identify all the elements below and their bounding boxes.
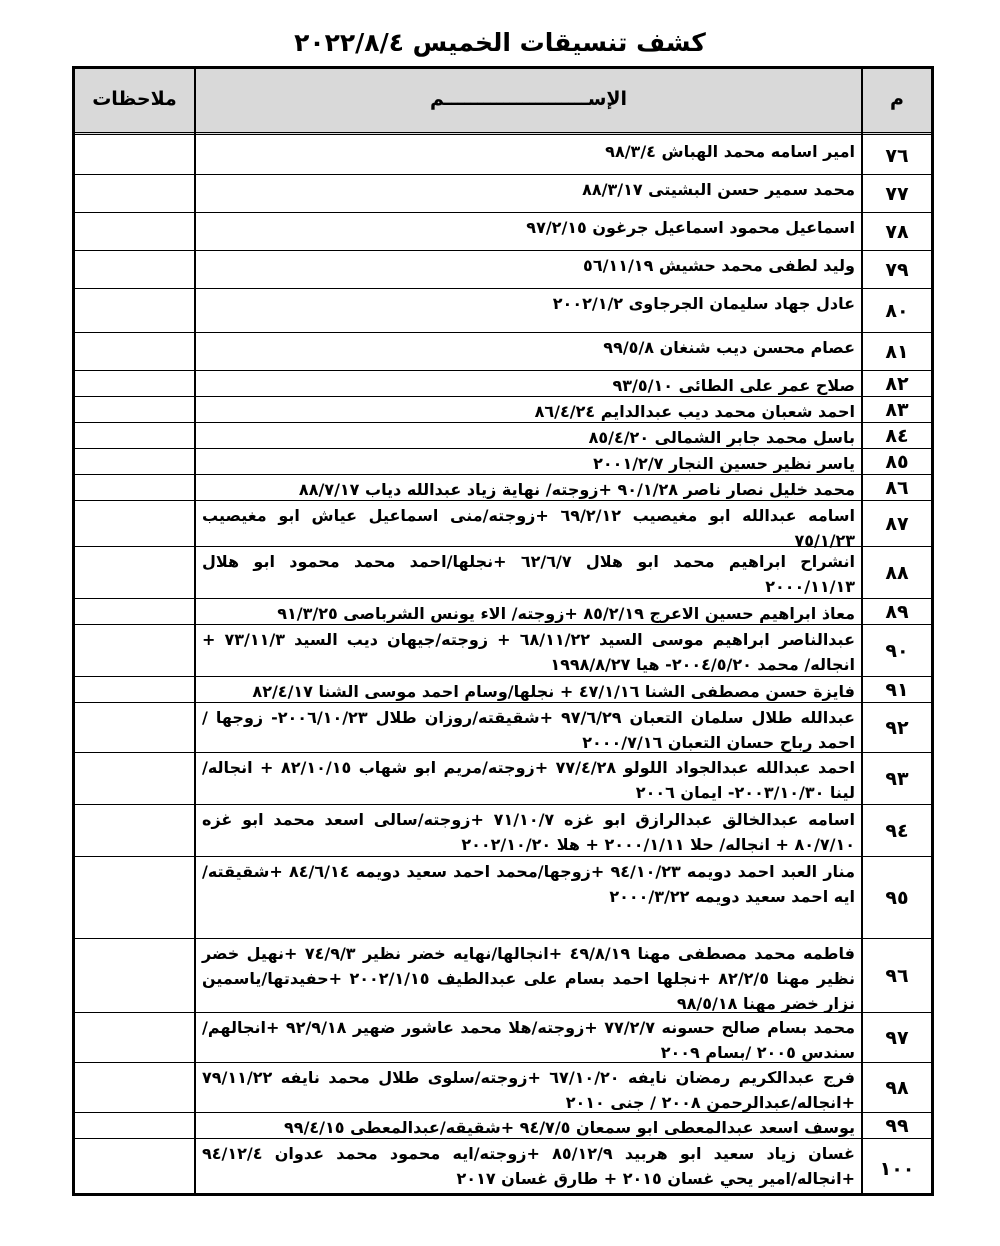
row-name: وليد لطفى محمد حشيش ٥٦/١١/١٩: [583, 256, 855, 275]
header-number: م: [890, 88, 904, 110]
row-name: معاذ ابراهيم حسين الاعرج ٨٥/٢/١٩ +زوجته/ الاء يونس الشرباصى ٩١/٣/٢٥: [277, 604, 855, 623]
row-name: فرج عبدالكريم رمضان نايفه ٦٧/١٠/٢٠ +زوجته/سلوى طلال محمد نايفه ٧٩/١١/٢٢ +انجاله/عبدالرحمن ٢٠٠٨ / جنى ٢٠١٠: [202, 1068, 856, 1112]
table-row: [75, 1013, 931, 1063]
row-notes: [75, 625, 194, 676]
row-notes: [75, 1063, 194, 1112]
row-notes: [75, 857, 194, 938]
row-notes: [75, 703, 194, 752]
row-notes: [75, 333, 194, 370]
table-row: [75, 449, 931, 475]
row-name: اسماعيل محمود اسماعيل جرغون ٩٧/٢/١٥: [526, 218, 855, 237]
row-notes: [75, 939, 194, 1012]
row-number: ٩٤: [885, 819, 909, 842]
row-name: منار العبد احمد دويمه ٩٤/١٠/٢٣ +زوجها/محمد احمد سعيد دويمه ٨٤/٦/١٤ +شقيقته/ايه احمد سعيد دويمه ٢٠٠٠/٣/٢٢: [202, 862, 855, 906]
row-number: ٩٩: [885, 1114, 909, 1137]
table-header: [75, 69, 931, 135]
row-name: عادل جهاد سليمان الجرجاوى ٢٠٠٢/١/٢: [552, 294, 855, 313]
row-number: ٧٦: [885, 144, 909, 167]
row-name: اسامه عبدالخالق عبدالرازق ابو غزه ٧١/١٠/٧ +زوجته/سالى اسعد محمد ابو غزه ٨٠/٧/١٠ + انجاله/ حلا ٢٠٠٠/١/١١ + هلا ٢٠٠٢/١٠/٢٠: [202, 810, 855, 854]
row-number: ٨٧: [885, 512, 909, 535]
row-number: ٧٨: [885, 220, 909, 243]
table-row: [75, 1113, 931, 1139]
row-name: فاطمه محمد مصطفى مهنا ٤٩/٨/١٩ +انجالها/نهايه خضر نظير ٧٤/٩/٣ +نهيل خضر نظير مهنا ٨٢/٢/٥ +نجلها احمد بسام على عبدالطيف ٢٠٠٢/١/١٥ +حفيدتها/ياسمين نزار خضر مهنا ٩٨/٥/١٨: [202, 944, 856, 1013]
row-number: ٧٧: [885, 182, 909, 205]
row-name: عبدالله طلال سلمان التعبان ٩٧/٦/٢٩ +شقيقته/روزان طلال ٢٠٠٦/١٠/٢٣- زوجها / احمد رباح حسان التعبان ٢٠٠٠/٧/١٦: [202, 708, 855, 752]
table-row: [75, 501, 931, 550]
row-number: ٩٣: [885, 767, 909, 790]
row-notes: [75, 475, 194, 500]
table-row: [75, 753, 931, 805]
row-number: ٨٤: [885, 424, 909, 447]
table-row: [75, 703, 931, 753]
row-notes: [75, 1113, 194, 1138]
row-notes: [75, 599, 194, 624]
row-number: ٩٦: [885, 964, 909, 987]
column-divider: [194, 69, 196, 1193]
row-name: محمد بسام صالح حسونه ٧٧/٢/٧ +زوجته/هلا محمد عاشور ضهير ٩٢/٩/١٨ +انجالهم/سندس ٢٠٠٥ /بسام ٢٠٠٩: [202, 1018, 856, 1062]
row-name: امير اسامه محمد الهباش ٩٨/٣/٤: [605, 142, 855, 161]
table-row: [75, 251, 931, 289]
row-notes: [75, 371, 194, 396]
row-name: انشراح ابراهيم محمد ابو هلال ٦٢/٦/٧ +نجلها/احمد محمد محمود ابو هلال ٢٠٠٠/١١/١٣: [202, 552, 855, 596]
row-name: صلاح عمر على الطائى ٩٣/٥/١٠: [612, 376, 855, 395]
row-name: اسامه عبدالله ابو مغيصيب ٦٩/٢/١٢ +زوجته/منى اسماعيل عياش ابو مغيصيب ٧٥/١/٢٣: [202, 506, 855, 550]
header-notes: ملاحظات: [92, 88, 177, 110]
row-number: ٩٨: [885, 1076, 909, 1099]
table-body: [75, 137, 931, 1193]
row-number: ٨٥: [885, 450, 909, 473]
row-name: باسل محمد جابر الشمالى ٨٥/٤/٢٠: [588, 428, 855, 447]
table-row: [75, 423, 931, 449]
table-row: [75, 1139, 931, 1199]
table-row: [75, 475, 931, 501]
table-row: [75, 333, 931, 371]
row-notes: [75, 805, 194, 856]
row-number: ٩٥: [885, 886, 909, 909]
row-notes: [75, 1139, 194, 1199]
table-row: [75, 625, 931, 677]
row-name: احمد عبدالله عبدالجواد اللولو ٧٧/٤/٢٨ +زوجته/مريم ابو شهاب ٨٢/١٠/١٥ + انجاله/ لينا ٢٠٠٣/١٠/٣٠- ايمان ٢٠٠٦: [202, 758, 855, 802]
table-row: [75, 397, 931, 423]
row-name: عصام محسن ديب شنغان ٩٩/٥/٨: [603, 338, 855, 357]
row-name: غسان زياد سعيد ابو هربيد ٨٥/١٢/٩ +زوجته/ايه محمود محمد عدوان ٩٤/١٢/٤ +انجاله/امير يحي غسان ٢٠١٥ + طارق غسان ٢٠١٧: [202, 1144, 855, 1188]
row-number: ٩٠: [885, 639, 909, 662]
row-name: محمد سمير حسن البشيتى ٨٨/٣/١٧: [582, 180, 855, 199]
row-notes: [75, 397, 194, 422]
row-name: عبدالناصر ابراهيم موسى السيد ٦٨/١١/٢٢ + زوجته/جيهان ديب السيد ٧٣/١١/٣ + انجاله/ محمد ٢٠٠٤/٥/٢٠- هيا ١٩٩٨/٨/٢٧: [202, 630, 856, 674]
row-number: ١٠٠: [879, 1158, 915, 1180]
row-number: ٨٣: [885, 398, 909, 421]
table-row: [75, 137, 931, 175]
row-notes: [75, 213, 194, 250]
row-name: يوسف اسعد عبدالمعطى ابو سمعان ٩٤/٧/٥ +شقيقه/عبدالمعطى ٩٩/٤/١٥: [284, 1118, 855, 1137]
row-notes: [75, 137, 194, 174]
row-name: فايزة حسن مصطفى الشنا ٤٧/١/١٦ + نجلها/وسام احمد موسى الشنا ٨٢/٤/١٧: [252, 682, 855, 701]
column-divider: [861, 69, 863, 1193]
row-number: ٨٦: [885, 476, 909, 499]
table-row: [75, 857, 931, 939]
table-row: [75, 1063, 931, 1113]
row-number: ٨٨: [885, 561, 909, 584]
table-row: [75, 805, 931, 857]
row-number: ٨١: [885, 340, 909, 363]
table-row: [75, 547, 931, 599]
registrations-table: [72, 66, 934, 1196]
table-row: [75, 175, 931, 213]
table-row: [75, 289, 931, 333]
row-number: ٨٩: [885, 600, 909, 623]
row-name: محمد خليل نصار ناصر ٩٠/١/٢٨ +زوجته/ نهاية زياد عبدالله دياب ٨٨/٧/١٧: [298, 480, 855, 499]
row-notes: [75, 753, 194, 804]
row-notes: [75, 449, 194, 474]
table-row: [75, 599, 931, 625]
document-title: كشف تنسيقات الخميس ٢٠٢٢/٨/٤: [294, 28, 706, 57]
header-name: الإســــــــــــــــــــــم: [429, 88, 628, 110]
row-number: ٩٢: [885, 716, 909, 739]
row-notes: [75, 501, 194, 546]
table-row: [75, 939, 931, 1013]
table-row: [75, 371, 931, 397]
row-number: ٩٧: [885, 1026, 909, 1049]
row-number: ٨٢: [885, 372, 909, 395]
table-row: [75, 677, 931, 703]
row-notes: [75, 1013, 194, 1062]
row-notes: [75, 547, 194, 598]
row-number: ٩١: [885, 678, 909, 701]
row-notes: [75, 175, 194, 212]
row-notes: [75, 289, 194, 332]
row-name: احمد شعبان محمد ديب عبدالدايم ٨٦/٤/٢٤: [534, 402, 855, 421]
row-name: ياسر نظير حسين النجار ٢٠٠١/٢/٧: [593, 454, 855, 473]
row-notes: [75, 677, 194, 702]
row-notes: [75, 423, 194, 448]
row-number: ٧٩: [885, 258, 909, 281]
row-number: ٨٠: [885, 299, 909, 322]
table-row: [75, 213, 931, 251]
row-notes: [75, 251, 194, 288]
